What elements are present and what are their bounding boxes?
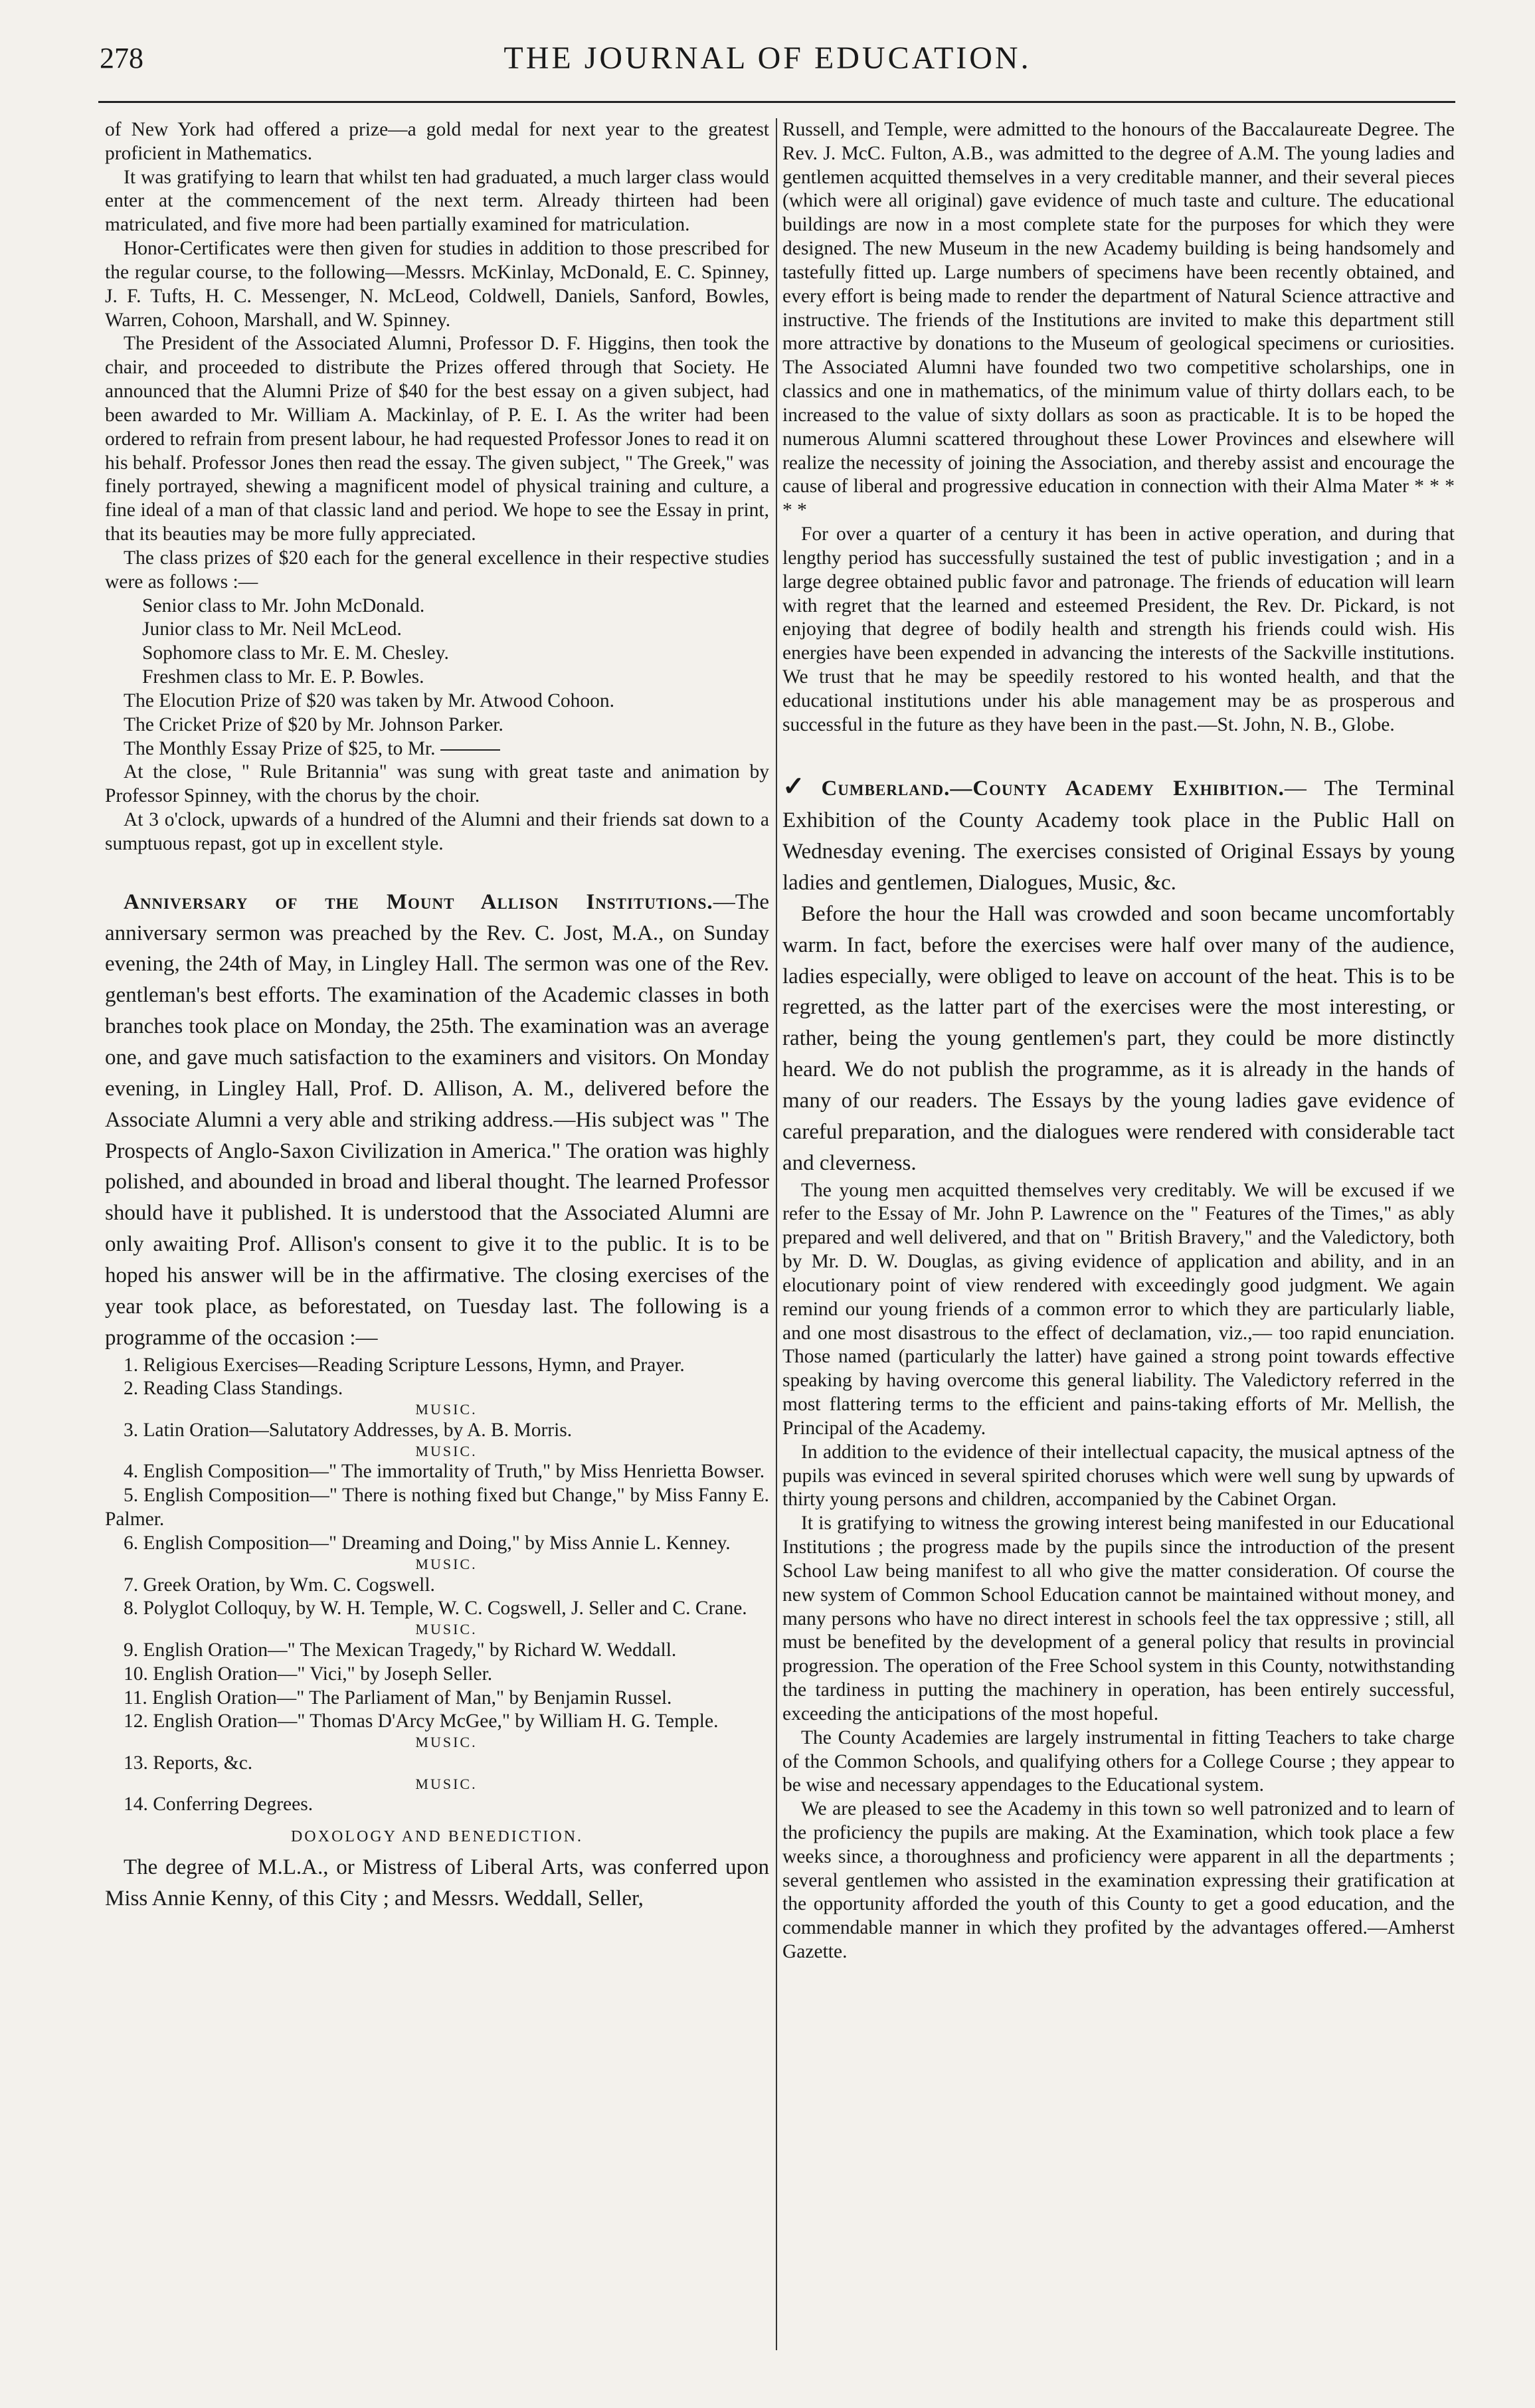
programme-item: 3. Latin Oration—Salutatory Addresses, by A. B. Morris. [124,1419,573,1441]
paragraph: Honor-Certificates were then given for studies in addition to those prescribed for the regular course, to the following—Messrs. McKinlay, McDonald, E. C. Spinney, J. F. Tufts, H. C. Messenger, N. McLeod, Coldwell, Daniels, Sanford, Bowles, Warren, Cohoon, Marshall, and W. Spinney. [105,238,769,331]
right-column [782,118,1455,1964]
programme-item: 11. English Oration—" The Parliament of Man," by Benjamin Russel. [124,1687,672,1709]
paragraph: For over a quarter of a century it has been in active operation, and during that lengthy period has successfully sustained the test of public investigation ; and in a large degree obtained public favor and patronage. The friends of education will learn with regret that the learned and esteemed President, the Rev. Dr. Pickard, is not enjoying that degree of bodily health and strength his friends could wish. His energies have been expended in advancing the interests of the Sackville institutions. We trust that he may be speedily restored to his wonted health, and that the educational institutions under his able management may be as prosperous and successful in the future as they have been in the past.—St. John, N. B., Globe. [782,523,1455,735]
section-paragraph [105,887,769,1354]
programme-item: 1. Religious Exercises—Reading Scripture Lessons, Hymn, and Prayer. [124,1354,685,1376]
mount-allison-section [105,887,769,1354]
class-prize-item: Senior class to Mr. John McDonald. [142,595,425,616]
programme-item: 7. Greek Oration, by Wm. C. Cogswell. [124,1574,435,1596]
section-body: — The Terminal Exhibition of the County Academy took place in the Public Hall on Wednesday evening. The exercises consisted of Original Essays by young ladies and gentlemen, Dialogues, Music, &c. [782,776,1455,895]
blank-line [440,749,500,751]
paragraph: At the close, " Rule Britannia" was sung with great taste and animation by Professor Spinney, with the chorus by the choir. [105,761,769,807]
class-prize-item: Sophomore class to Mr. E. M. Chesley. [142,642,449,664]
paragraph [105,737,769,761]
section-paragraph [782,768,1455,899]
class-prize-item: Freshmen class to Mr. E. P. Bowles. [142,666,424,688]
paragraph: The Elocution Prize of $20 was taken by Mr. Atwood Cohoon. [124,690,615,711]
paragraph: The County Academies are largely instrumental in fitting Teachers to take charge of the Common Schools, and qualifying others for a College Course ; they appear to be wise and necessary appendages to the Educational system. [782,1726,1455,1796]
class-prize-list [105,595,769,690]
check-mark-icon: ✓ [782,771,818,801]
section-body: —The anniversary sermon was preached by the Rev. C. Jost, M.A., on Sunday evening, the 24th of May, in Lingley Hall. The sermon was one of the Rev. gentleman's best efforts. The examination of the Academic classes in both branches took place on Monday, the 25th. The examination was an average one, and gave much satisfaction to the examiners and visitors. On Monday evening, in Lingley Hall, Prof. D. Allison, A. M., delivered before the Associate Alumni a very able and striking address.—His subject was " The Prospects of Anglo-Saxon Civilization in America." The oration was highly polished, and abounded in broad and liberal thought. The learned Professor should have it published. It is understood that the Associated Alumni are only awaiting Prof. Allison's consent to give it to the public. It is to be hoped his answer will be in the affirmative. The closing exercises of the year took place, as beforestated, on Tuesday last. The following is a programme of the occasion :— [105,889,769,1350]
paragraph: The young men acquitted themselves very creditably. We will be excused if we refer to the Essay of Mr. John P. Lawrence on the " Features of the Times," as ably prepared and well delivered, and that on " British Bravery," and the Valedictory, both by Mr. D. W. Douglas, as giving evidence of application and ability, and in an elocutionary point of view rendered with exceedingly good judgment. We again remind our young friends of a common error to which they are particularly liable, and one most disastrous to the effect of declamation, viz.,— too rapid enunciation. Those named (particularly the latter) have gained a strong point towards effective speaking by having overcome this general liability. The Valedictory referred in the most flattering terms to the efficient and pains-taking efforts of Mr. Mellish, the Principal of the Academy. [782,1179,1455,1439]
paragraph: The President of the Associated Alumni, Professor D. F. Higgins, then took the chair, and proceeded to distribute the Prizes offered through that Society. He announced that the Alumni Prize of $40 for the best essay on a given subject, had been awarded to Mr. William A. Mackinlay, of P. E. I. As the writer had been ordered to refrain from present labour, he had requested Professor Jones to read it on his behalf. Professor Jones then read the essay. The given subject, " The Greek," was finely portrayed, shewing a magnificent model of physical training and culture, a fine ideal of a man of that classic land and period. We hope to see the Essay in print, that its beauties may be more fully appreciated. [105,333,769,545]
programme-item: 9. English Oration—" The Mexican Tragedy," by Richard W. Weddall. [124,1639,677,1661]
page-number: 278 [100,42,143,74]
running-title: THE JOURNAL OF EDUCATION. [503,41,1032,76]
programme-item: 12. English Oration—" Thomas D'Arcy McGee," by William H. G. Temple. [124,1711,719,1732]
paragraph: In addition to the evidence of their intellectual capacity, the musical aptness of the pupils was evinced in several spirited choruses which were well sung by upwards of thirty young persons and children, accompanied by the Cabinet Organ. [782,1441,1455,1511]
section-heading: Anniversary of the Mount Allison Institutions. [124,889,713,914]
paragraph: Russell, and Temple, were admitted to the honours of the Baccalaureate Degree. The Rev. J. McC. Fulton, A.B., was admitted to the degree of A.M. The young ladies and gentlemen acquitted themselves in a very creditable manner, and their several pieces (which were all original) gave evidence of much taste and culture. The educational buildings are now in a most complete state for the purposes for which they were designed. The new Museum in the new Academy building is being handsomely and tastefully fitted up. Large numbers of specimens have been recently obtained, and every effort is being made to render the department of Natural Science attractive and instructive. The friends of the Institutions are invited to make this department still more attractive by donations to the Museum of geological specimens or curiosities. The Associated Alumni have founded two two competitive scholarships, one in classics and one in mathematics, of the minimum value of thirty dollars each, to be increased to the value of sixty dollars as soon as practicable. It is to be hoped the numerous Alumni scattered throughout these Lower Provinces and elsewhere will realize the necessity of joining the Association, and thereby assist and encourage the cause of liberal and progressive education in connection with their Alma Mater * * * * * [782,119,1455,521]
paragraph: It is gratifying to witness the growing interest being manifested in our Educational Institutions ; the progress made by the pupils since the introduction of the present School Law being manifest to all who give the matter consideration. Of course the new system of Common School Education cannot be maintained without money, and many persons who have no direct interest in schools feel the tax oppressive ; still, all must be benefited by the development of a general policy that results in provincial progression. The operation of the Free School system in this County, notwithstanding the tardiness in putting the machinery in operation, has been entirely successful, exceeding the anticipations of the most hopeful. [782,1513,1455,1724]
left-column [105,118,769,1914]
music-interlude: MUSIC. [415,1621,478,1638]
paragraph: The degree of M.L.A., or Mistress of Liberal Arts, was conferred upon Miss Annie Kenny, of this City ; and Messrs. Weddall, Seller, [105,1855,769,1911]
paragraph: of New York had offered a prize—a gold medal for next year to the greatest proficient in Mathematics. [105,119,769,164]
music-interlude: MUSIC. [415,1442,478,1459]
column-divider [776,118,777,2350]
paragraph: It was gratifying to learn that whilst ten had graduated, a much larger class would enter at the commencement of the next term. Already thirteen had been matriculated, and five more had been partially examined for matriculation. [105,166,769,236]
music-interlude: MUSIC. [415,1734,478,1751]
programme-item: 14. Conferring Degrees. [124,1794,314,1815]
class-prize-item: Junior class to Mr. Neil McLeod. [142,618,402,640]
programme-item: 13. Reports, &c. [124,1752,253,1774]
paragraph: At 3 o'clock, upwards of a hundred of the Alumni and their friends sat down to a sumptuous repast, got up in excellent style. [105,809,769,854]
programme-item: 10. English Oration—" Vici," by Joseph Seller. [124,1663,493,1685]
programme-item: 2. Reading Class Standings. [124,1378,343,1400]
programme-item: 8. Polyglot Colloquy, by W. H. Temple, W. C. Cogswell, J. Seller and C. Crane. [124,1598,747,1620]
music-interlude: MUSIC. [415,1401,478,1418]
music-interlude: MUSIC. [415,1775,478,1792]
doxology-heading: DOXOLOGY AND BENEDICTION. [290,1828,584,1846]
paragraph: The class prizes of $20 each for the general excellence in their respective studies were as follows :— [105,547,769,593]
paragraph: The Cricket Prize of $20 by Mr. Johnson Parker. [124,713,503,735]
music-interlude: MUSIC. [415,1555,478,1572]
header-rule [98,101,1455,103]
section-heading: Cumberland.—County Academy Exhibition. [821,776,1285,800]
programme-list [105,1354,769,1817]
programme-item: 5. English Composition—" There is nothing fixed but Change," by Miss Fanny E. Palmer. [105,1485,769,1530]
essay-prize-text: The Monthly Essay Prize of $25, to Mr. [124,737,436,759]
programme-item: 6. English Composition—" Dreaming and Doing," by Miss Annie L. Kenney. [124,1532,731,1554]
paragraph: We are pleased to see the Academy in this town so well patronized and to learn of the proficiency the pupils are making. At the Examination, which took place a few weeks since, a thoroughness and proficiency were apparent in all the departments ; several gentlemen who assisted in the examination expressing their gratification at the opportunity afforded the youth of this County to get a good education, and the commendable manner in which they profited by the advantages offered.—Amherst Gazette. [782,1798,1455,1963]
cumberland-section [782,768,1455,1179]
programme-item: 4. English Composition—" The immortality of Truth," by Miss Henrietta Bowser. [124,1461,765,1483]
paragraph: Before the hour the Hall was crowded and soon became uncomfortably warm. In fact, before the exercises were half over many of the audience, ladies especially, were obliged to leave on account of the heat. This is to be regretted, as the latter part of the exercises were the most interesting, or rather, being the young gentlemen's part, they could be more distinctly heard. We do not publish the programme, as it is already in the hands of many of our readers. The Essays by the young ladies gave evidence of careful preparation, and the dialogues were rendered with considerable tact and cleverness. [782,901,1455,1175]
